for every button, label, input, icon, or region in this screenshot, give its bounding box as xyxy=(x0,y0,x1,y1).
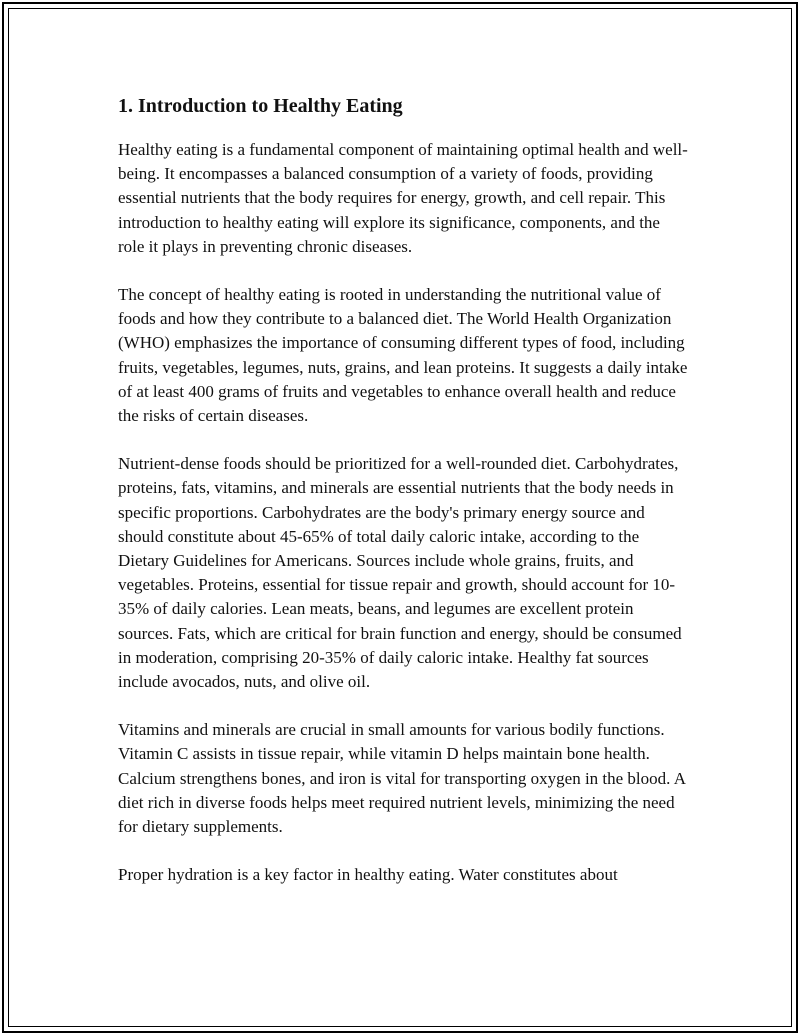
document-page xyxy=(118,90,688,911)
paragraph-macronutrients: Nutrient-dense foods should be prioritized for a well-rounded diet. Carbohydrates, proteins, fats, vitamins, and minerals are essential nutrients that the body needs in specific proportions. Carbohydrates are the body's primary energy source and should constitute about 45-65% of total daily caloric intake, according to the Dietary Guidelines for Americans. Sources include whole grains, fruits, and vegetables. Proteins, essential for tissue repair and growth, should account for 10-35% of daily calories. Lean meats, beans, and legumes are excellent protein sources. Fats, which are critical for brain function and energy, should be consumed in moderation, comprising 20-35% of daily caloric intake. Healthy fat sources include avocados, nuts, and olive oil. xyxy=(118,454,682,692)
section-heading: 1. Introduction to Healthy Eating xyxy=(118,95,403,117)
paragraph-who-guidelines: The concept of healthy eating is rooted in understanding the nutritional value of foods and how they contribute to a balanced diet. The World Health Organization (WHO) emphasizes the importance of consuming different types of food, including fruits, vegetables, legumes, nuts, grains, and lean proteins. It suggests a daily intake of at least 400 grams of fruits and vegetables to enhance overall health and reduce the risks of certain diseases. xyxy=(118,285,688,426)
paragraph-introduction: Healthy eating is a fundamental component of maintaining optimal health and well-being. It encompasses a balanced consumption of a variety of foods, providing essential nutrients that the body requires for energy, growth, and cell repair. This introduction to healthy eating will explore its significance, components, and the role it plays in preventing chronic diseases. xyxy=(118,140,688,256)
paragraph-hydration: Proper hydration is a key factor in healthy eating. Water constitutes about xyxy=(118,865,618,885)
paragraph-vitamins-minerals: Vitamins and minerals are crucial in small amounts for various bodily functions. Vitamin C assists in tissue repair, while vitamin D helps maintain bone health. Calcium strengthens bones, and iron is vital for transporting oxygen in the blood. A diet rich in diverse foods helps meet required nutrient levels, minimizing the need for dietary supplements. xyxy=(118,720,686,837)
